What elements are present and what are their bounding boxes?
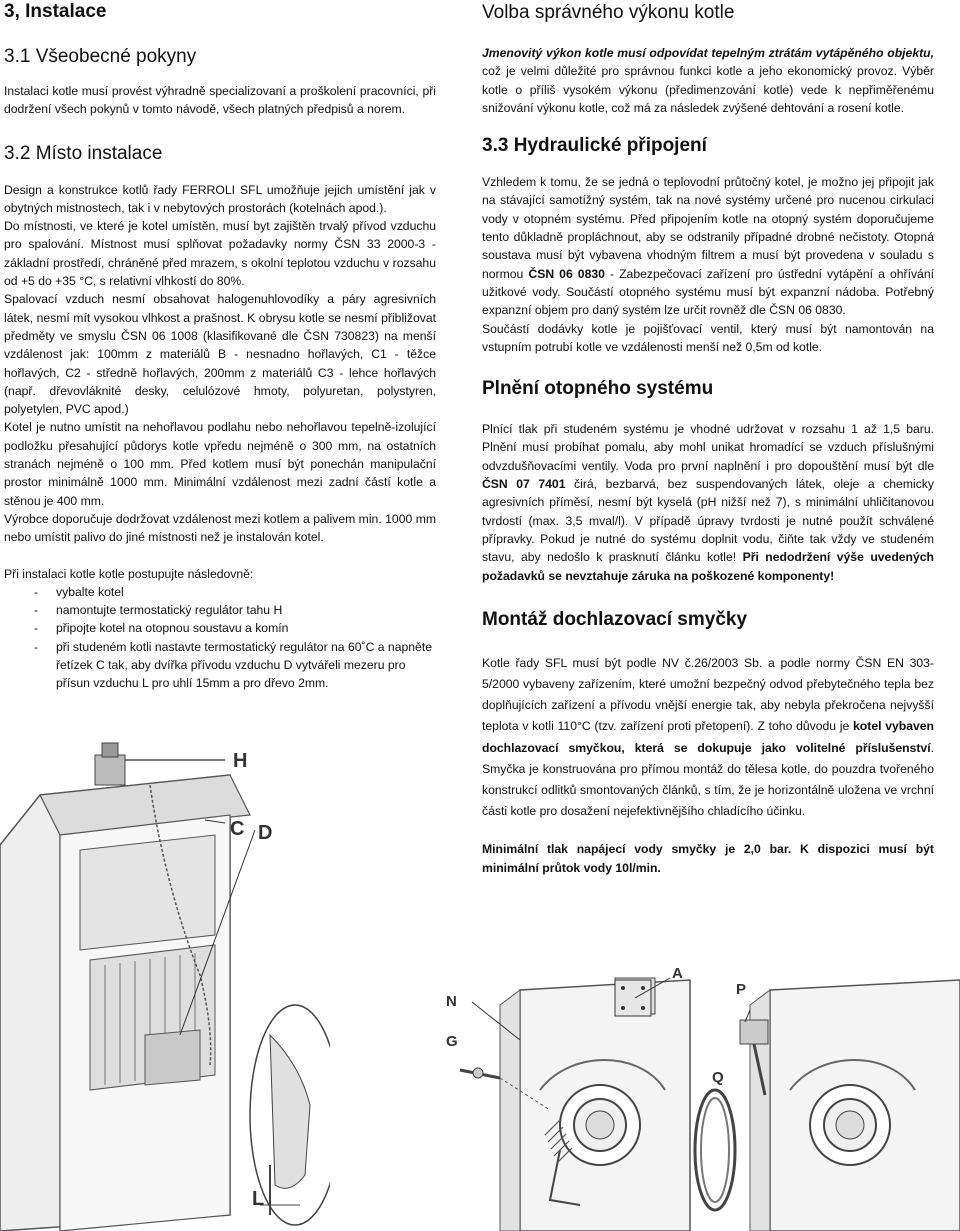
figure-label-n: N (446, 993, 457, 1010)
hydraulic-text: Vzhledem k tomu, že se jedná o teplovodní průtočný kotel, je možno jej připojit jak na stávající samotížný systém, tak na nové systémy určené pro nucenou cirkulaci vody v otopném systému. Před připojením kotle na otopný systém doporučujeme tento důkladně propláchnout, aby se odstranily případné drobné nečistoty. Otopná soustava musí být vybavena vhodným filtrem a musí být provedena v souladu s normou (482, 175, 934, 281)
paragraph-air-supply: Do místnosti, ve které je kotel umístěn, musí byt zajištěn trvalý přívod vzduchu pro spalování. Místnost musí splňovat požadavky normy ČSN 33 2000-3 - základní prostředí, chráněné před mrazem, s okolní teplotou vzduchu v rozsahu od +5 do +35 °C, s relativní vlhkostí do 80%. (4, 219, 436, 289)
norm-reference: ČSN 07 7401 (482, 477, 566, 492)
list-item: - vybalte kotel (4, 583, 436, 601)
list-item: - při studeném kotli nastavte termostatický regulátor na 60˚C a napněte řetízek C tak, aby dvířka přívodu vzduchu D vytvářeli mezeru pro přísun vzduchu L pro uhlí 15mm a pro dřevo 2mm. (4, 638, 436, 693)
heading-filling: Plnění otopného systému (482, 378, 714, 400)
paragraph-minimum-pressure: Minimální tlak napájecí vody smyčky je 2,0 bar. K dispozici musí být minimální průtok vody 10l/min. (482, 842, 934, 876)
figure-label-a: A (672, 965, 683, 982)
list-item: - připojte kotel na otopnou soustavu a komín (4, 619, 436, 637)
figure-label-c: C (230, 818, 245, 840)
warranty-warning: Při nedodržení výše uvedených požadavků se nevztahuje záruka na poškozené komponenty! (482, 550, 934, 583)
paragraph-hydraulic-2: Součástí dodávky kotle je pojišťovací ventil, který musí být namontován na vstupním potrubí kotle ve vzdálenosti menší než 0,5m od kotle. (482, 321, 934, 354)
figure-label-p: P (736, 981, 747, 998)
paragraph-power-selection (482, 44, 934, 117)
paragraph-combustion-air: Spalovací vzduch nesmí obsahovat halogenuhlovodíky a páry agresivních látek, nesmí mít vysokou vlhkost a prašnost. K obrysu kotle se nesmí přibližovat předměty ve smyslu ČSN 06 1008 (klasifikované dle ČSN 730823) na menší vzdálenost jak: 100mm z materiálů B - nesnadno hořlavých, C1 - těžce hořlavých, C2 - středně hořlavých, 200mm z materiálů C3 - lehce hořlavých (např. dřevovláknité desky, celulózové hmoty, polyuretan, polystyren, polyetylen, PVC apod.) (4, 292, 436, 417)
filling-text: Plnící tlak při studeném systému je vhodné udržovat v rozsahu 1 až 1,5 baru. Plnění musí probíhat pomalu, aby mohl unikat hromadící se vzduch příslušnými odvzdušňovacími ventily. Voda pro první naplnění i pro dopouštění musí být dle (482, 422, 934, 473)
boiler-illustration (0, 735, 330, 1231)
installation-steps (4, 583, 436, 693)
right-column (482, 0, 934, 878)
filling-text-cont: čirá, bezbarvá, bez suspendovaných látek, oleje a chemicky agresivních příměsí, nesmí být kyselá (pH nižší než 7), s minimální uhličitanovou tvrdostí (max. 3,5 mval/l). V případě úpravy tvrdosti je nutné použít schválené přípravky. Pokud je nutné do systému doplnit vodu, čiňte tak vždy ve studeném stavu, aby nedošlo k prasknutí článku kotle! (482, 477, 934, 565)
power-selection-text: což je velmi důležité pro správnou funkci kotle a jeho ekonomický provoz. Výběr kotle o příliš vysokém výkonu (předimenzování kotle) vede k nepřiměřenému snižování výkonu kotle, což má za následek zvýšené dehtování a rosení kotle. (482, 64, 934, 115)
figure-label-l: L (252, 1188, 265, 1210)
figure-label-g: G (446, 1033, 458, 1050)
cooling-loop-text-cont: . Smyčka je konstruována pro přímou montáž do tělesa kotle, do pouzdra tvořeného konstrukcí odlitků smontovaných článků, s tím, že je horizontálně uložena ve vrchní části kotle pro dosažení nejefektivnějšího chladícího účinku. (482, 740, 934, 819)
steps-intro: Při instalaci kotle kotle postupujte následovně: (4, 566, 254, 581)
paragraph-hydraulic-1 (482, 173, 934, 319)
heading-installation-location: 3.2 Místo instalace (4, 142, 163, 164)
cooling-loop-text: Kotle řady SFL musí být podle NV č.26/2003 Sb. a podle normy ČSN EN 303-5/2000 vybaveny zařízením, které umožní bezpečný odvod přebytečného tepla bez doplňujících zařízení a přívodu vnější energie tak, aby nebyla překročena nejvyšší teplota v kotli 110°C (tzv. zařízení proti přetopení). Z toho důvodu je (482, 655, 934, 734)
heading-hydraulic-connection: 3.3 Hydraulické připojení (482, 135, 707, 157)
hydraulic-text-cont: - Zabezpečovací zařízení pro ústřední vytápění a ohřívání užitkové vody. Součástí otopného systému musí být expanzní nádoba. Potřebný expanzní objem pro daný systém lze určit rovněž dle ČSN 06 0830. (482, 266, 934, 318)
paragraph-filling (482, 420, 934, 585)
figure-label-d: D (258, 822, 273, 844)
figure-label-q: Q (712, 1069, 724, 1086)
boiler-figure (0, 735, 330, 1231)
list-item: - namontujte termostatický regulátor tahu H (4, 601, 436, 619)
section-title-installation: 3, Instalace (4, 1, 107, 22)
cooling-loop-emphasis: kotel vybaven dochlazovací smyčkou, která se dokupuje jako volitelné příslušenství (482, 719, 934, 755)
paragraph-cooling-loop (482, 653, 934, 823)
left-column (4, 0, 436, 693)
paragraph-fuel-distance: Výrobce doporučuje dodržovat vzdálenost mezi kotlem a palivem min. 1000 mm nebo umístit palivo do jiné místnosti než je instalován kotel. (4, 511, 436, 545)
norm-reference: ČSN 06 0830 (528, 266, 605, 281)
cooling-loop-illustration (440, 960, 960, 1231)
heading-cooling-loop: Montáž dochlazovací smyčky (482, 608, 748, 630)
heading-power-selection: Volba správného výkonu kotle (482, 2, 735, 23)
power-selection-emphasis: Jmenovitý výkon kotle musí odpovídat tepelným ztrátám vytápěného objektu, (482, 46, 934, 60)
figure-label-h: H (233, 750, 248, 772)
paragraph-general-instructions: Instalaci kotle musí provést výhradně specializovaní a proškolení pracovníci, při dodržení všech pokynů v tomto návodě, všech platných předpisů a norem. (4, 84, 436, 117)
paragraph-design: Design a konstrukce kotlů řady FERROLI SFL umožňuje jejich umístění jak v obytných mistnostech, tak i v nebytových prostorách (kotelnách apod.). (4, 182, 436, 215)
paragraph-floor: Kotel je nutno umístit na nehořlavou podlahu nebo nehořlavou tepelně-izolující podložku přesahující půdorys kotle vpředu nejméně o 300 mm, na ostatních stranách nejméně o 100 mm. Před kotlem musí být ponechán manipulační prostor minimálně 1000 mm. Minimální vzdálenost mezi zadní částí kotle a stěnou je 400 mm. (4, 420, 436, 508)
heading-general-instructions: 3.1 Všeobecné pokyny (4, 46, 197, 67)
cooling-loop-figure (440, 960, 960, 1231)
